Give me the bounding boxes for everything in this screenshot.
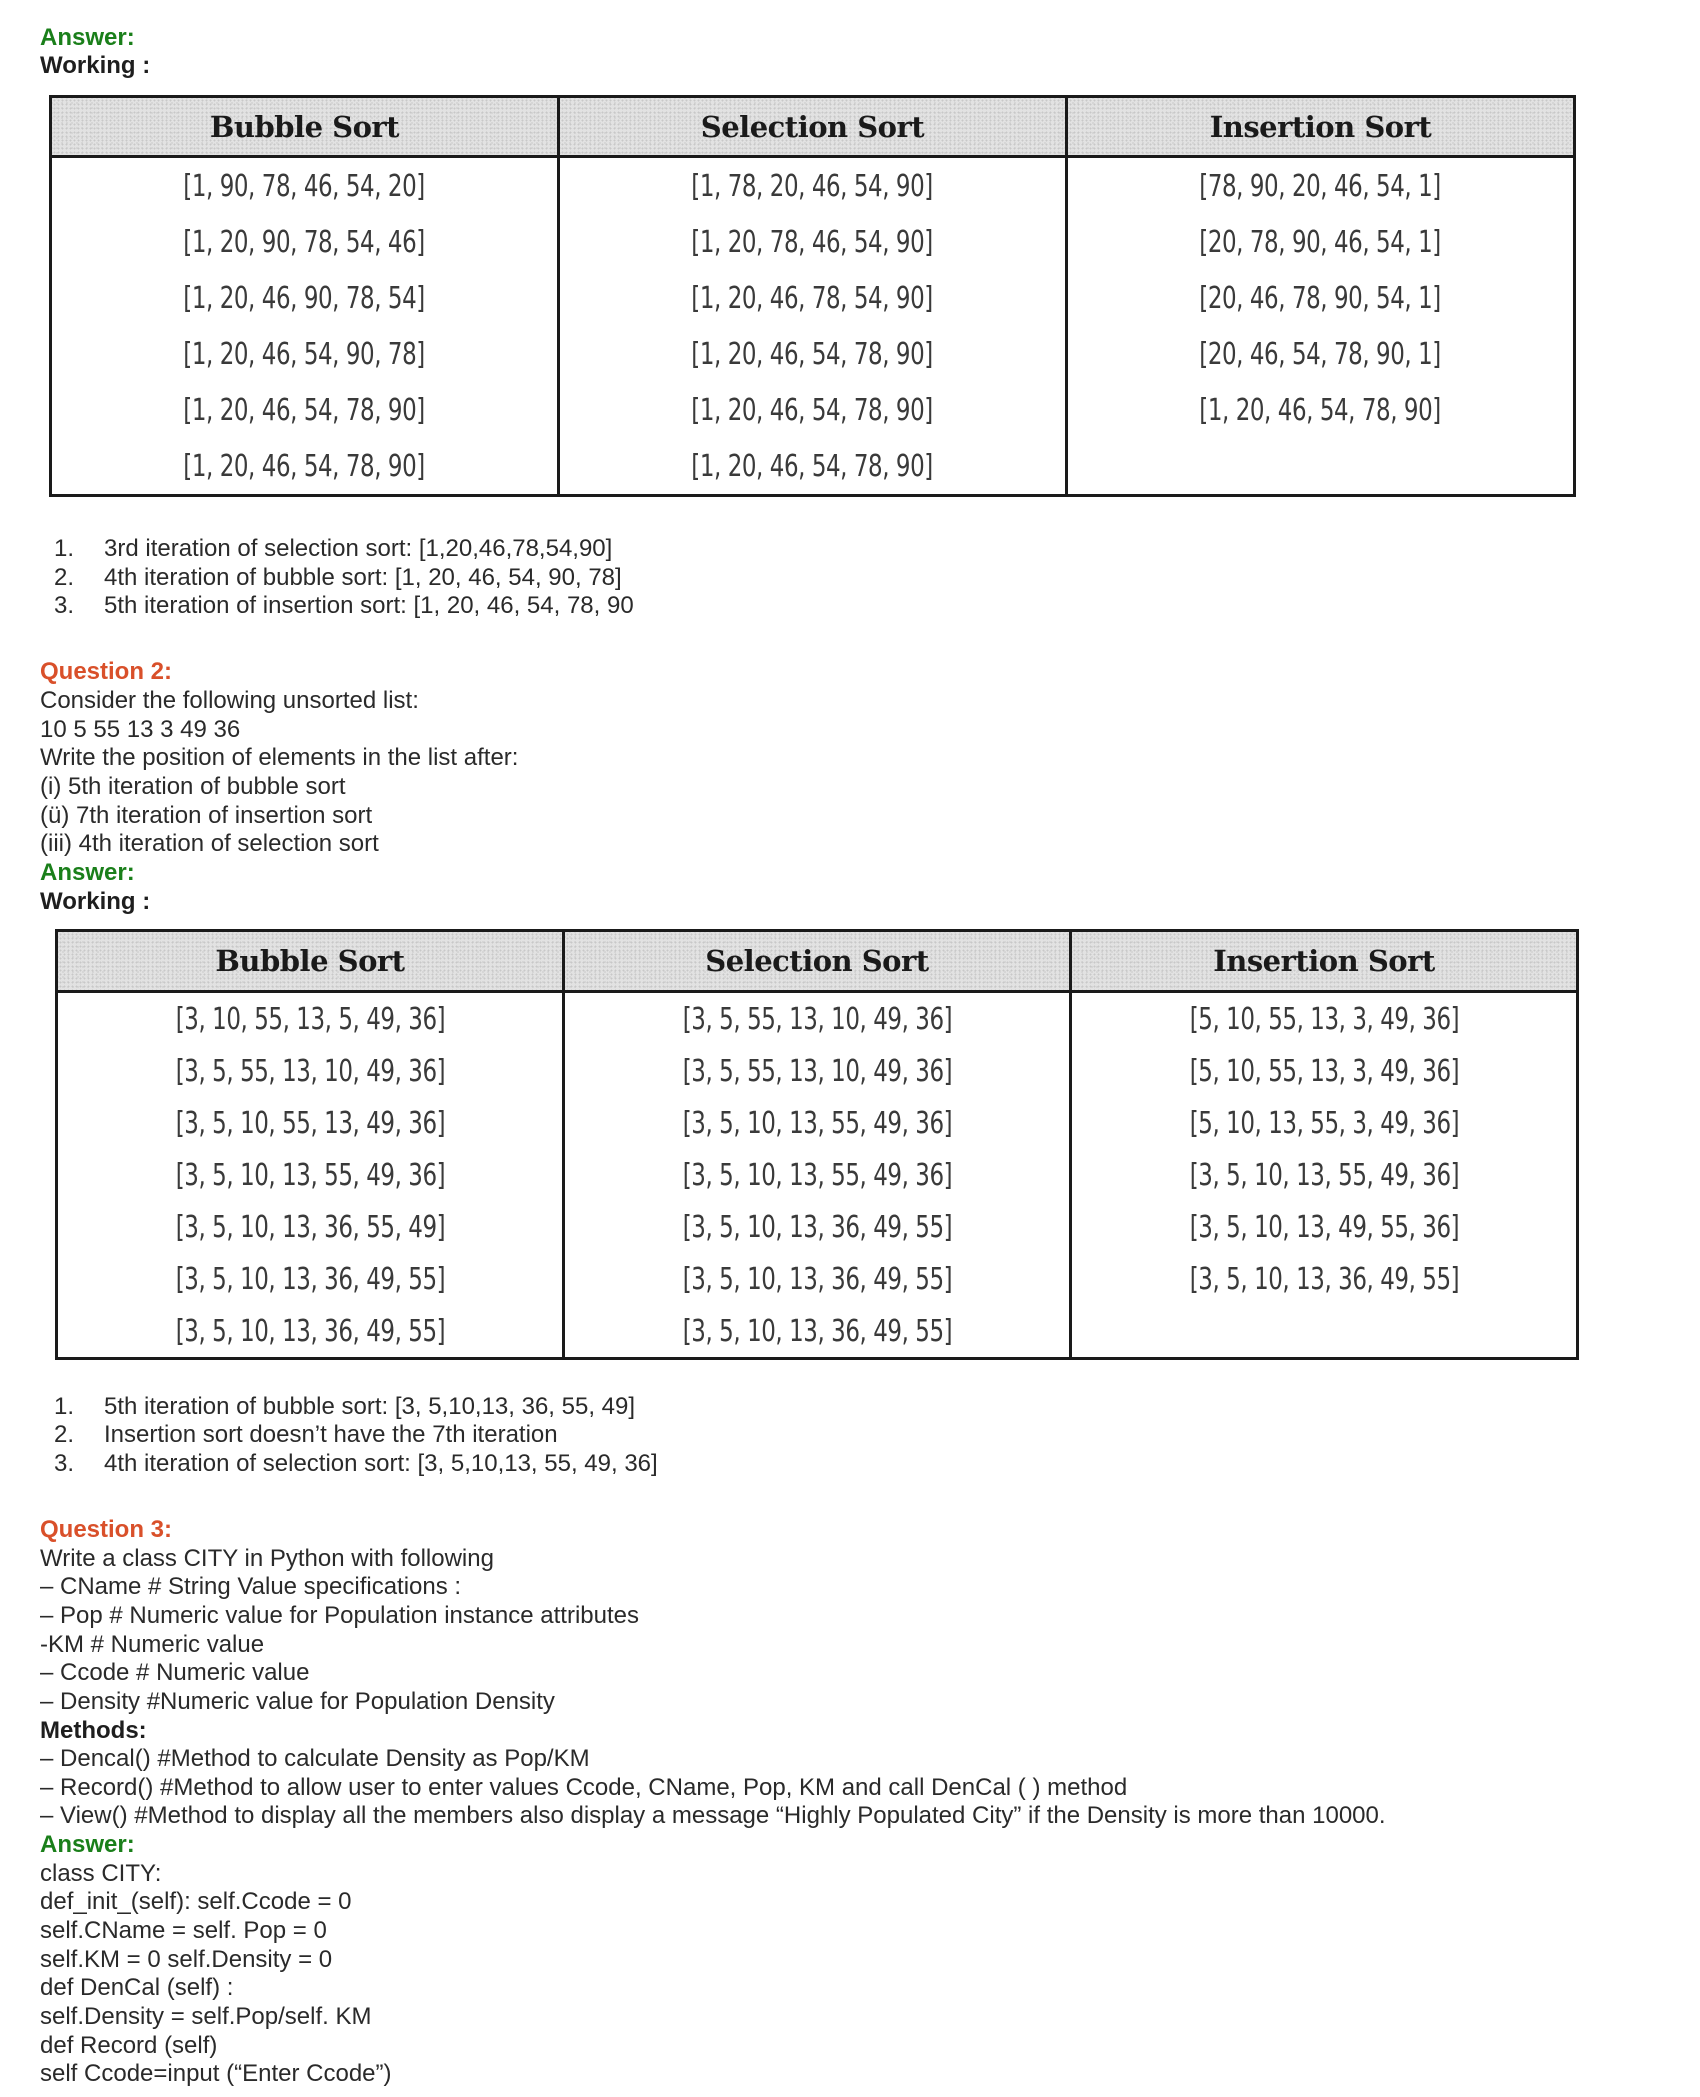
table-header-row (57, 931, 1578, 992)
column-header-bubble-sort: Bubble Sort (51, 97, 559, 157)
column-header-insertion-sort: Insertion Sort (1067, 97, 1575, 157)
question-text-line: – CName # String Value specifications : (40, 1573, 462, 1600)
column-header-selection-sort: Selection Sort (559, 97, 1067, 157)
answer-label: Answer: (40, 24, 135, 51)
table-header-row (51, 97, 1575, 157)
question-text-line: Consider the following unsorted list: (40, 687, 419, 714)
table-cell: [1, 20, 78, 46, 54, 90] (559, 214, 1067, 270)
table-row (57, 1097, 1578, 1149)
question-text-line: – Density #Numeric value for Population Density (40, 1688, 555, 1715)
table-cell: [20, 46, 54, 78, 90, 1] (1199, 336, 1442, 372)
table-cell: [3, 5, 10, 13, 36, 49, 55] (564, 1201, 1071, 1253)
code-line: def_init_(self): self.Ccode = 0 (40, 1888, 352, 1915)
question-text-line: – Ccode # Numeric value (40, 1659, 310, 1686)
code-line: self.CName = self. Pop = 0 (40, 1917, 327, 1944)
table-row (57, 1201, 1578, 1253)
table-cell: [3, 5, 10, 13, 49, 55, 36] (1189, 1209, 1459, 1245)
column-header-selection-sort: Selection Sort (564, 931, 1071, 992)
table-cell (1071, 1305, 1578, 1359)
table-cell: [78, 90, 20, 46, 54, 1] (1199, 168, 1442, 204)
table-cell: [3, 5, 10, 13, 36, 49, 55] (1189, 1261, 1459, 1297)
table-cell: [5, 10, 13, 55, 3, 49, 36] (1189, 1105, 1459, 1141)
question-text-line: -KM # Numeric value (40, 1631, 265, 1658)
table-row (51, 382, 1575, 438)
result-list-item: 2. 4th iteration of bubble sort: [1, 20, 46, 54, 90, 78] (54, 564, 622, 591)
table-cell: [1, 20, 46, 54, 78, 90] (559, 438, 1067, 496)
question-text-line: (ü) 7th iteration of insertion sort (40, 802, 373, 829)
table-cell: [1, 20, 46, 54, 90, 78] (51, 326, 559, 382)
table-cell: [3, 5, 10, 13, 55, 49, 36] (57, 1149, 564, 1201)
table-cell: [3, 10, 55, 13, 5, 49, 36] (57, 992, 564, 1046)
result-list-item: 2. Insertion sort doesn’t have the 7th iteration (54, 1421, 558, 1448)
answer-label: Answer: (40, 859, 135, 886)
table-row (51, 157, 1575, 215)
code-line: self Ccode=input (“Enter Ccode”) (40, 2060, 392, 2087)
table-cell: [1, 20, 46, 54, 78, 90] (1199, 392, 1442, 428)
table-row (57, 992, 1578, 1046)
table-row (51, 214, 1575, 270)
sort-iterations-table-2 (55, 929, 1579, 1360)
result-list-item: 1. 5th iteration of bubble sort: [3, 5,10,13, 36, 55, 49] (54, 1393, 636, 1420)
method-line: – View() #Method to display all the members also display a message “Highly Populated City” if the Density is more than 10000. (40, 1802, 1386, 1829)
table-row (57, 1305, 1578, 1359)
table-cell: [20, 46, 78, 90, 54, 1] (1199, 280, 1442, 316)
question-text-line: 10 5 55 13 3 49 36 (40, 716, 241, 743)
table-cell: [3, 5, 55, 13, 10, 49, 36] (57, 1045, 564, 1097)
question-3-title: Question 3: (40, 1516, 173, 1543)
result-list-item: 3. 5th iteration of insertion sort: [1, 20, 46, 54, 78, 90 (54, 592, 634, 619)
table-cell: [3, 5, 55, 13, 10, 49, 36] (564, 992, 1071, 1046)
sort-iterations-table-1 (49, 95, 1576, 497)
result-list-item: 3. 4th iteration of selection sort: [3, 5,10,13, 55, 49, 36] (54, 1450, 658, 1477)
question-text-line: – Pop # Numeric value for Population instance attributes (40, 1602, 640, 1629)
method-line: – Record() #Method to allow user to enter values Ccode, CName, Pop, KM and call DenCal ( ) method (40, 1774, 1128, 1801)
code-line: def Record (self) (40, 2032, 218, 2059)
table-cell: [1, 20, 90, 78, 54, 46] (51, 214, 559, 270)
table-cell: [3, 5, 10, 13, 36, 49, 55] (564, 1305, 1071, 1359)
table-cell: [3, 5, 10, 13, 55, 49, 36] (1189, 1157, 1459, 1193)
question-text-line: Write the position of elements in the list after: (40, 744, 519, 771)
column-header-insertion-sort: Insertion Sort (1071, 931, 1578, 992)
answer-label: Answer: (40, 1831, 135, 1858)
table-cell: [3, 5, 10, 55, 13, 49, 36] (57, 1097, 564, 1149)
table-cell: [3, 5, 10, 13, 36, 49, 55] (57, 1253, 564, 1305)
code-line: self.Density = self.Pop/self. KM (40, 2003, 372, 2030)
working-label: Working : (40, 888, 151, 915)
working-label: Working : (40, 52, 151, 79)
code-line: def DenCal (self) : (40, 1974, 234, 2001)
question-text-line: Write a class CITY in Python with following (40, 1545, 494, 1572)
table-cell: [3, 5, 55, 13, 10, 49, 36] (564, 1045, 1071, 1097)
method-line: – Dencal() #Method to calculate Density as Pop/KM (40, 1745, 590, 1772)
table-cell: [1, 20, 46, 54, 78, 90] (51, 438, 559, 496)
methods-label: Methods: (40, 1717, 147, 1744)
table-cell: [1, 20, 46, 54, 78, 90] (559, 382, 1067, 438)
table-row (57, 1253, 1578, 1305)
table-row (51, 438, 1575, 496)
table-cell: [1, 20, 46, 78, 54, 90] (559, 270, 1067, 326)
table-cell: [5, 10, 55, 13, 3, 49, 36] (1189, 1053, 1459, 1089)
result-list-item: 1. 3rd iteration of selection sort: [1,20,46,78,54,90] (54, 535, 613, 562)
code-line: self.KM = 0 self.Density = 0 (40, 1946, 333, 1973)
table-cell: [3, 5, 10, 13, 55, 49, 36] (564, 1149, 1071, 1201)
table-cell: [3, 5, 10, 13, 55, 49, 36] (564, 1097, 1071, 1149)
table-row (51, 270, 1575, 326)
table-cell: [3, 5, 10, 13, 36, 49, 55] (57, 1305, 564, 1359)
table-cell: [1, 90, 78, 46, 54, 20] (51, 157, 559, 215)
table-cell: [1, 20, 46, 54, 78, 90] (559, 326, 1067, 382)
table-row (51, 326, 1575, 382)
table-cell: [3, 5, 10, 13, 36, 55, 49] (57, 1201, 564, 1253)
table-cell: [20, 78, 90, 46, 54, 1] (1199, 224, 1442, 260)
code-line: class CITY: (40, 1860, 162, 1887)
table-cell (1067, 438, 1575, 496)
table-cell: [1, 20, 46, 90, 78, 54] (51, 270, 559, 326)
table-row (57, 1045, 1578, 1097)
question-text-line: (iii) 4th iteration of selection sort (40, 830, 379, 857)
table-cell: [1, 78, 20, 46, 54, 90] (559, 157, 1067, 215)
table-row (57, 1149, 1578, 1201)
question-text-line: (i) 5th iteration of bubble sort (40, 773, 346, 800)
question-2-title: Question 2: (40, 658, 173, 685)
table-cell: [3, 5, 10, 13, 36, 49, 55] (564, 1253, 1071, 1305)
table-cell: [5, 10, 55, 13, 3, 49, 36] (1189, 1001, 1459, 1037)
table-cell: [1, 20, 46, 54, 78, 90] (51, 382, 559, 438)
column-header-bubble-sort: Bubble Sort (57, 931, 564, 992)
